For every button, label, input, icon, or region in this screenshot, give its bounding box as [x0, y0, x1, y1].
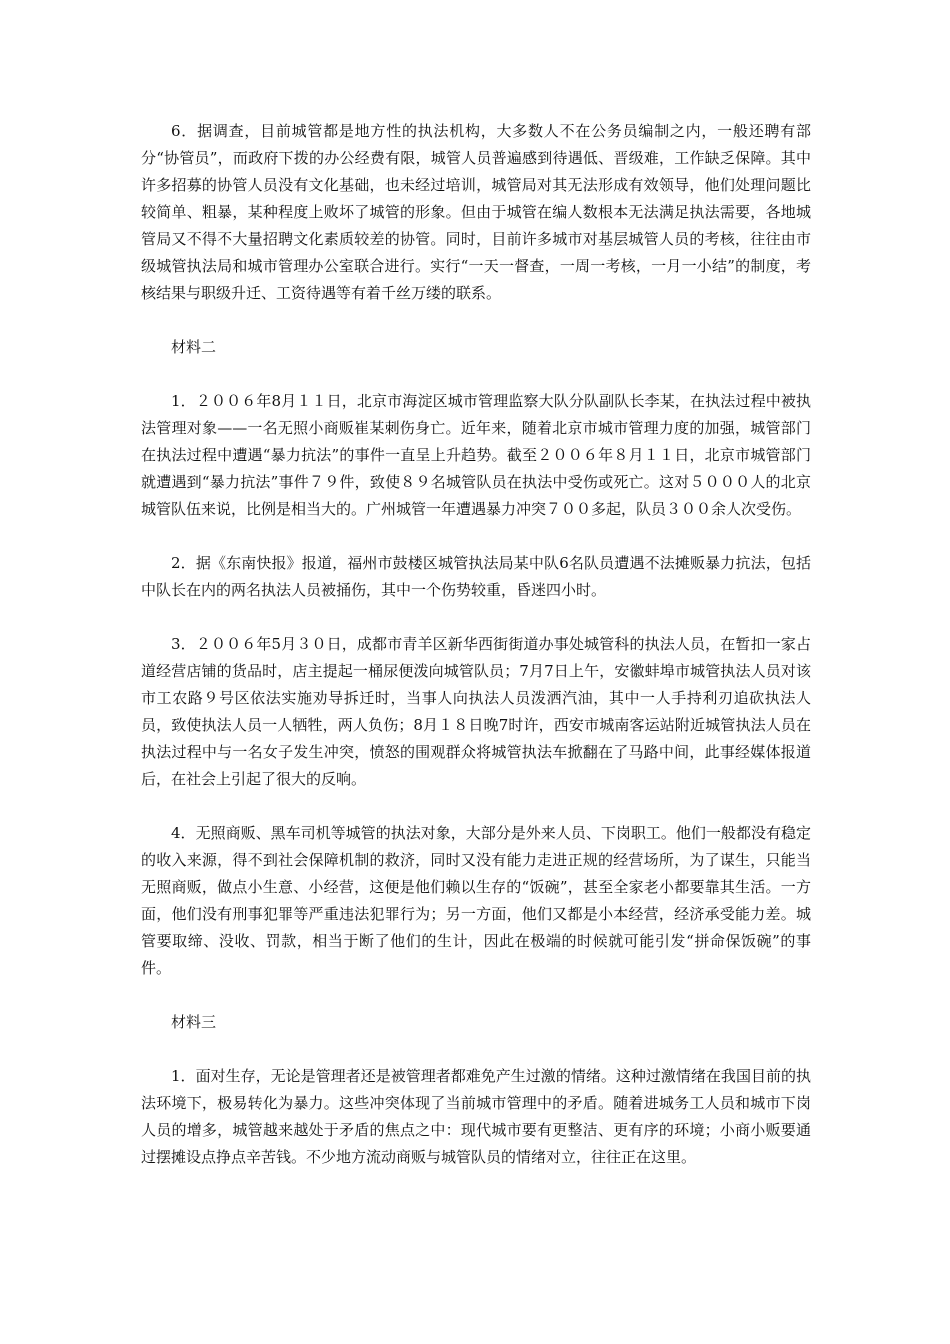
paragraph-material-2-item-3: 3．２００６年5月３０日，成都市青羊区新华西街街道办事处城管科的执法人员，在暂扣一家占道经营店铺的货品时，店主提起一桶尿便泼向城管队员；7月7日上午，安徽蚌埠市城管执法人员对该市工农路９号区依法实施劝导拆迁时，当事人向执法人员泼洒汽油，其中一人手持利刃追砍执法人员，致使执法人员一人牺牲，两人负伤；8月１８日晚7时许，西安市城南客运站附近城管执法人员在执法过程中与一名女子发生冲突，愤怒的围观群众将城管执法车掀翻在了马路中间，此事经媒体报道后，在社会上引起了很大的反响。	[141, 635, 811, 788]
document-body	[141, 118, 811, 1198]
section-heading-material-3: 材料三	[171, 1013, 217, 1031]
paragraph-material-2-item-4: 4．无照商贩、黑车司机等城管的执法对象，大部分是外来人员、下岗职工。他们一般都没有稳定的收入来源，得不到社会保障机制的救济，同时又没有能力走进正规的经营场所，为了谋生，只能当无照商贩，做点小生意、小经营，这便是他们赖以生存的“饭碗”，甚至全家老小都要靠其生活。一方面，他们没有刑事犯罪等严重违法犯罪行为；另一方面，他们又都是小本经营，经济承受能力差。城管要取缔、没收、罚款，相当于断了他们的生计，因此在极端的时候就可能引发“拼命保饭碗”的事件。	[141, 824, 811, 977]
paragraph-material-2-item-2: 2．据《东南快报》报道，福州市鼓楼区城管执法局某中队6名队员遭遇不法摊贩暴力抗法，包括中队长在内的两名执法人员被捅伤，其中一个伤势较重，昏迷四小时。	[141, 554, 811, 599]
paragraph-material-2-item-1: 1．２００６年8月１１日，北京市海淀区城市管理监察大队分队副队长李某，在执法过程中被执法管理对象——一名无照小商贩崔某刺伤身亡。近年来，随着北京市城市管理力度的加强，城管部门在执法过程中遭遇“暴力抗法”的事件一直呈上升趋势。截至２００６年８月１１日，北京市城管部门就遭遇到“暴力抗法”事件７９件，致使８９名城管队员在执法中受伤或死亡。这对５０００人的北京城管队伍来说，比例是相当大的。广州城管一年遭遇暴力冲突７００多起，队员３００余人次受伤。	[141, 392, 811, 518]
paragraph-material-3-item-1: 1．面对生存，无论是管理者还是被管理者都难免产生过激的情绪。这种过激情绪在我国目前的执法环境下，极易转化为暴力。这些冲突体现了当前城市管理中的矛盾。随着进城务工人员和城市下岗人员的增多，城管越来越处于矛盾的焦点之中：现代城市要有更整洁、更有序的环境；小商小贩要通过摆摊设点挣点辛苦钱。不少地方流动商贩与城管队员的情绪对立，往往正在这里。	[141, 1067, 811, 1166]
section-heading-material-2: 材料二	[171, 338, 217, 356]
paragraph-item-6: 6．据调查，目前城管都是地方性的执法机构，大多数人不在公务员编制之内，一般还聘有部分“协管员”，而政府下拨的办公经费有限，城管人员普遍感到待遇低、晋级难，工作缺乏保障。其中许多招募的协管人员没有文化基础，也未经过培训，城管局对其无法形成有效领导，他们处理问题比较简单、粗暴，某种程度上败坏了城管的形象。但由于城管在编人数根本无法满足执法需要，各地城管局又不得不大量招聘文化素质较差的协管。同时，目前许多城市对基层城管人员的考核，往往由市级城管执法局和城市管理办公室联合进行。实行“一天一督查，一周一考核，一月一小结”的制度，考核结果与职级升迁、工资待遇等有着千丝万缕的联系。	[141, 122, 811, 302]
